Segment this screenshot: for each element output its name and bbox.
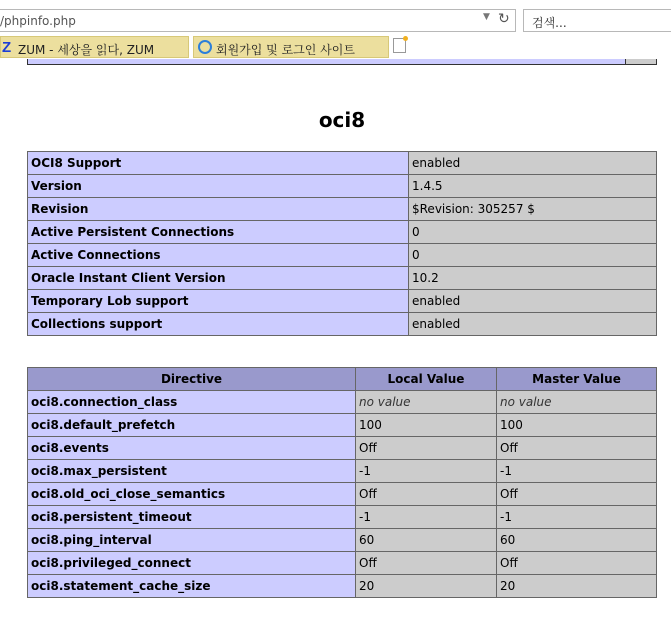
info-value: 0 [409, 221, 657, 244]
directive-name: oci8.old_oci_close_semantics [28, 483, 356, 506]
directive-name: oci8.default_prefetch [28, 414, 356, 437]
search-box[interactable] [523, 9, 671, 32]
table-row [28, 414, 657, 437]
master-value: Off [497, 483, 657, 506]
local-value: Off [356, 483, 497, 506]
address-text[interactable]: /phpinfo.php [0, 14, 76, 28]
directive-name: oci8.events [28, 437, 356, 460]
new-page-icon[interactable] [393, 38, 406, 53]
table-row [28, 552, 657, 575]
oci8-directive-table [27, 367, 657, 598]
master-value: Off [497, 552, 657, 575]
directive-name: oci8.persistent_timeout [28, 506, 356, 529]
local-value: 20 [356, 575, 497, 598]
search-placeholder[interactable]: 검색... [532, 16, 567, 30]
info-value: $Revision: 305257 $ [409, 198, 657, 221]
master-value: -1 [497, 460, 657, 483]
master-value: -1 [497, 506, 657, 529]
info-value: enabled [409, 290, 657, 313]
local-value: -1 [356, 460, 497, 483]
table-row [28, 437, 657, 460]
directive-name: oci8.ping_interval [28, 529, 356, 552]
info-key: Revision [28, 198, 409, 221]
refresh-icon[interactable]: ↻ [498, 11, 510, 27]
info-key: Collections support [28, 313, 409, 336]
local-value: Off [356, 552, 497, 575]
table-row [28, 198, 657, 221]
directive-name: oci8.connection_class [28, 391, 356, 414]
table-row [28, 152, 657, 175]
header-directive: Directive [28, 368, 356, 391]
table-row [28, 244, 657, 267]
header-local-value: Local Value [356, 368, 497, 391]
info-key: Active Persistent Connections [28, 221, 409, 244]
favorite-signup-site[interactable] [193, 36, 389, 58]
info-value: 1.4.5 [409, 175, 657, 198]
zum-logo-icon: Z [2, 39, 12, 56]
table-row [28, 460, 657, 483]
master-value: 20 [497, 575, 657, 598]
info-value: enabled [409, 152, 657, 175]
table-row [28, 267, 657, 290]
favorite-zum[interactable] [0, 36, 189, 58]
master-value: no value [497, 391, 657, 414]
master-value: 60 [497, 529, 657, 552]
master-value: 100 [497, 414, 657, 437]
directive-name: oci8.max_persistent [28, 460, 356, 483]
chevron-down-icon[interactable]: ▼ [483, 12, 490, 22]
header-master-value: Master Value [497, 368, 657, 391]
table-row [28, 529, 657, 552]
local-value: no value [356, 391, 497, 414]
info-key: Oracle Instant Client Version [28, 267, 409, 290]
table-row [28, 391, 657, 414]
local-value: 60 [356, 529, 497, 552]
address-bar[interactable] [0, 9, 516, 32]
directive-name: oci8.statement_cache_size [28, 575, 356, 598]
table-header-row [28, 368, 657, 391]
local-value: -1 [356, 506, 497, 529]
master-value: Off [497, 437, 657, 460]
oci8-info-table [27, 151, 657, 336]
local-value: 100 [356, 414, 497, 437]
favorite-label: ZUM - 세상을 읽다, ZUM [18, 43, 155, 57]
table-row [28, 506, 657, 529]
table-row [28, 221, 657, 244]
previous-table-remnant [27, 59, 657, 65]
info-key: OCI8 Support [28, 152, 409, 175]
info-value: 10.2 [409, 267, 657, 290]
table-row [28, 575, 657, 598]
table-row [28, 313, 657, 336]
info-key: Version [28, 175, 409, 198]
table-row [28, 290, 657, 313]
favorite-label: 회원가입 및 로그인 사이트 [216, 43, 355, 57]
info-value: 0 [409, 244, 657, 267]
local-value: Off [356, 437, 497, 460]
ie-icon [198, 40, 212, 54]
info-key: Active Connections [28, 244, 409, 267]
table-row [28, 483, 657, 506]
section-title: oci8 [318, 108, 366, 132]
table-row [28, 175, 657, 198]
favorites-bar [0, 35, 671, 59]
directive-name: oci8.privileged_connect [28, 552, 356, 575]
info-key: Temporary Lob support [28, 290, 409, 313]
info-value: enabled [409, 313, 657, 336]
